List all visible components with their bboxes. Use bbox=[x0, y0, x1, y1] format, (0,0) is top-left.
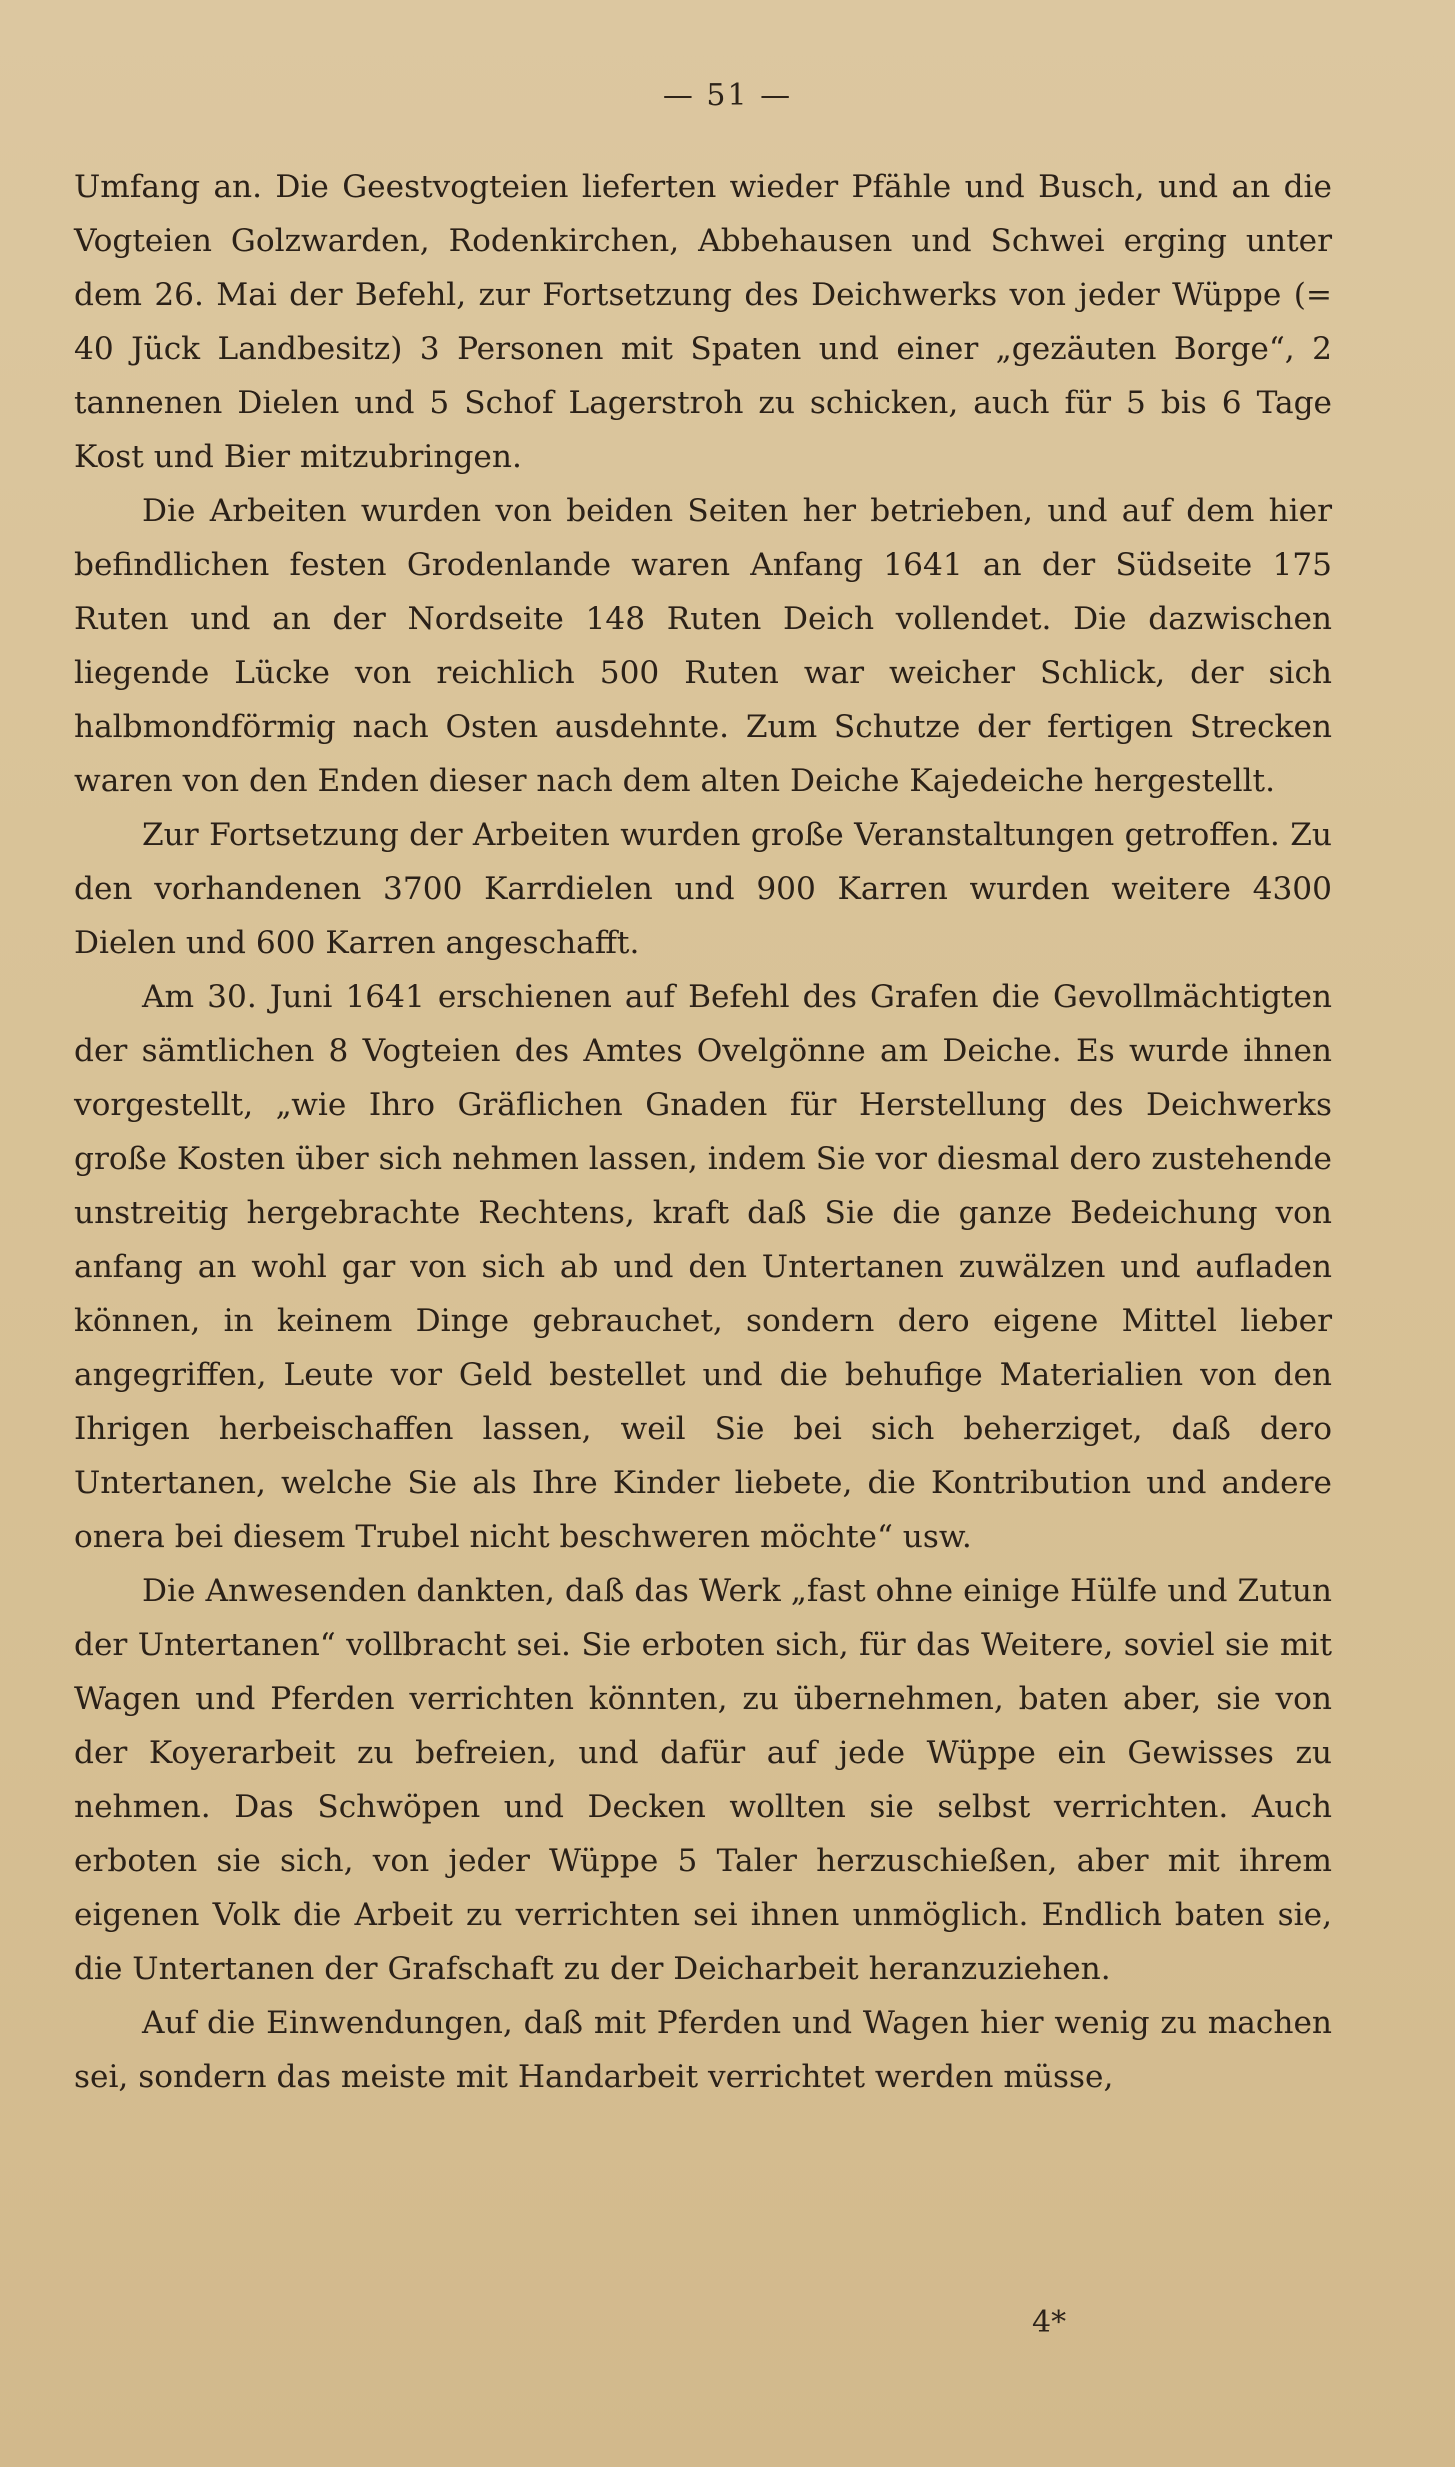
paragraph-5: Die Anwesenden dankten, daß das Werk „fast ohne einige Hülfe und Zutun der Untertanen“ vollbracht sei. Sie erboten sich, für das Weitere, soviel sie mit Wagen und Pferden verrichten könnten, zu übernehmen, baten aber, sie von der Koyerarbeit zu befreien, und dafür auf jede Wüppe ein Gewisses zu nehmen. Das Schwöpen und Decken wollten sie selbst verrichten. Auch erboten sie sich, von jeder Wüppe 5 Taler herzuschießen, aber mit ihrem eigenen Volk die Arbeit zu verrichten sei ihnen unmöglich. Endlich baten sie, die Untertanen der Grafschaft zu der Deicharbeit heranzuziehen. bbox=[74, 1573, 1332, 1987]
paragraph-2: Die Arbeiten wurden von beiden Seiten her betrieben, und auf dem hier befindlichen festen Grodenlande waren Anfang 1641 an der Südseite 175 Ruten und an der Nordseite 148 Ruten Deich vollendet. Die dazwischen liegende Lücke von reichlich 500 Ruten war weicher Schlick, der sich halbmondförmig nach Osten ausdehnte. Zum Schutze der fertigen Strecken waren von den Enden dieser nach dem alten Deiche Kajedeiche hergestellt. bbox=[74, 493, 1332, 799]
paragraph-6: Auf die Einwendungen, daß mit Pferden und Wagen hier wenig zu machen sei, sondern das meiste mit Handarbeit verrichtet werden müsse, bbox=[74, 2005, 1332, 2095]
page-number: — 51 — bbox=[662, 78, 793, 113]
paragraph-4: Am 30. Juni 1641 erschienen auf Befehl des Grafen die Gevollmächtigten der sämtlichen 8 Vogteien des Amtes Ovelgönne am Deiche. Es wurde ihnen vorgestellt, „wie Ihro Gräflichen Gnaden für Herstellung des Deichwerks große Kosten über sich nehmen lassen, indem Sie vor diesmal dero zustehende unstreitig hergebrachte Rechtens, kraft daß Sie die ganze Bedeichung von anfang an wohl gar von sich ab und den Untertanen zuwälzen und aufladen können, in keinem Dinge gebrauchet, sondern dero eigene Mittel lieber angegriffen, Leute vor Geld bestellet und die behufige Materialien von den Ihrigen herbeischaffen lassen, weil Sie bei sich beherziget, daß dero Untertanen, welche Sie als Ihre Kinder liebete, die Kontribution und andere onera bei diesem Trubel nicht beschweren möchte“ usw. bbox=[74, 979, 1332, 1555]
signature-mark: 4* bbox=[1032, 2305, 1067, 2340]
paragraph-1: Umfang an. Die Geestvogteien lieferten wieder Pfähle und Busch, und an die Vogteien Golzwarden, Rodenkirchen, Abbehausen und Schwei erging unter dem 26. Mai der Befehl, zur Fortsetzung des Deichwerks von jeder Wüppe (= 40 Jück Landbesitz) 3 Personen mit Spaten und einer „gezäuten Borge“, 2 tannenen Dielen und 5 Schof Lagerstroh zu schicken, auch für 5 bis 6 Tage Kost und Bier mitzubringen. bbox=[74, 169, 1332, 475]
paragraph-3: Zur Fortsetzung der Arbeiten wurden große Veranstaltungen getroffen. Zu den vorhandenen 3700 Karrdielen und 900 Karren wurden weitere 4300 Dielen und 600 Karren angeschafft. bbox=[74, 817, 1332, 961]
body-text bbox=[74, 160, 1332, 2104]
